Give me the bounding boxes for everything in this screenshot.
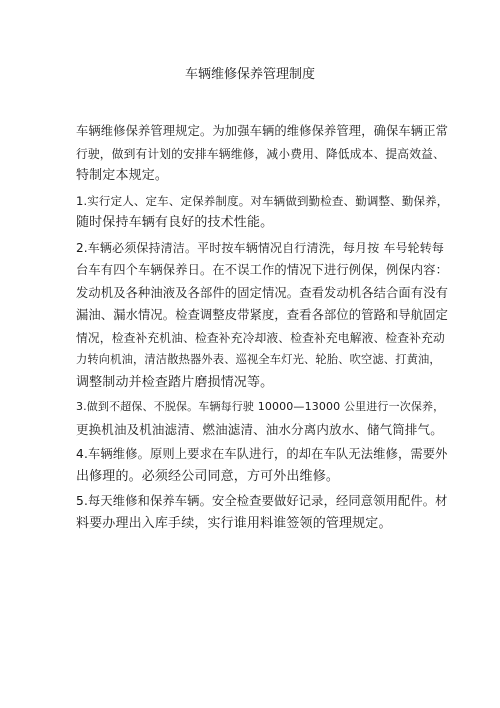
text-line: 5.每天维修和保养车辆。安全检查要做好记录，经同意领用配件。材	[76, 494, 448, 508]
text-line: 料要办理出入库手续，实行谁用料谁签领的管理规定。	[76, 515, 392, 531]
text-line: 4.车辆维修。原则上要求在车队进行，的却在车队无法维修，需要外	[76, 447, 448, 461]
text-line: 调整制动并检查踏片磨损情况等。	[76, 374, 274, 390]
text-line: 更换机油及机油滤清、燃油滤清、油水分离内放水、储气筒排气。	[76, 421, 443, 437]
text-line: 漏油、漏水情况。检查调整皮带紧度，查看各部位的管路和导航固定	[76, 308, 448, 322]
text-line: 情况，检查补充机油、检查补充冷却液、检查补充电解液、检查补充动	[76, 330, 445, 345]
text-line: 行驶，做到有计划的安排车辆维修，减小费用、降低成本、提高效益、	[76, 146, 445, 161]
document-body	[76, 120, 448, 537]
text-line: 力转向机油，清洁散热器外表、巡视全车灯光、轮胎、吹空滤、打黄油，	[76, 353, 441, 366]
text-line: 车辆维修保养管理规定。为加强车辆的维修保养管理，确保车辆正常	[76, 124, 448, 138]
paragraph-item-2	[76, 237, 448, 395]
paragraph-item-3	[76, 396, 448, 441]
paragraph-item-5	[76, 490, 448, 535]
text-line: 1.实行定人、定车、定保养制度。对车辆做到勤检查、勤调整、勤保养，	[76, 193, 449, 208]
paragraph-intro	[76, 120, 448, 188]
text-line: 3.做到不超保、不脱保。车辆每行驶 10000—13000 公里进行一次保养，	[76, 400, 445, 413]
text-line: 出修理的。必须经公司同意，方可外出维修。	[76, 468, 340, 484]
text-line: 台车有四个车辆保养日。在不误工作的情况下进行例保，例保内容：	[76, 263, 448, 277]
text-line: 2.车辆必须保持清洁。平时按车辆情况自行清洗，每月按 车号轮转每	[76, 240, 445, 255]
document-title: 车辆维修保养管理制度	[184, 67, 315, 82]
text-line: 特制定本规定。	[76, 168, 169, 183]
paragraph-item-1	[76, 190, 448, 235]
text-line: 随时保持车辆有良好的技术性能。	[76, 215, 274, 230]
paragraph-item-4	[76, 443, 448, 488]
text-line: 发动机及各种油液及各部件的固定情况。查看发动机各结合面有没有	[76, 285, 448, 300]
